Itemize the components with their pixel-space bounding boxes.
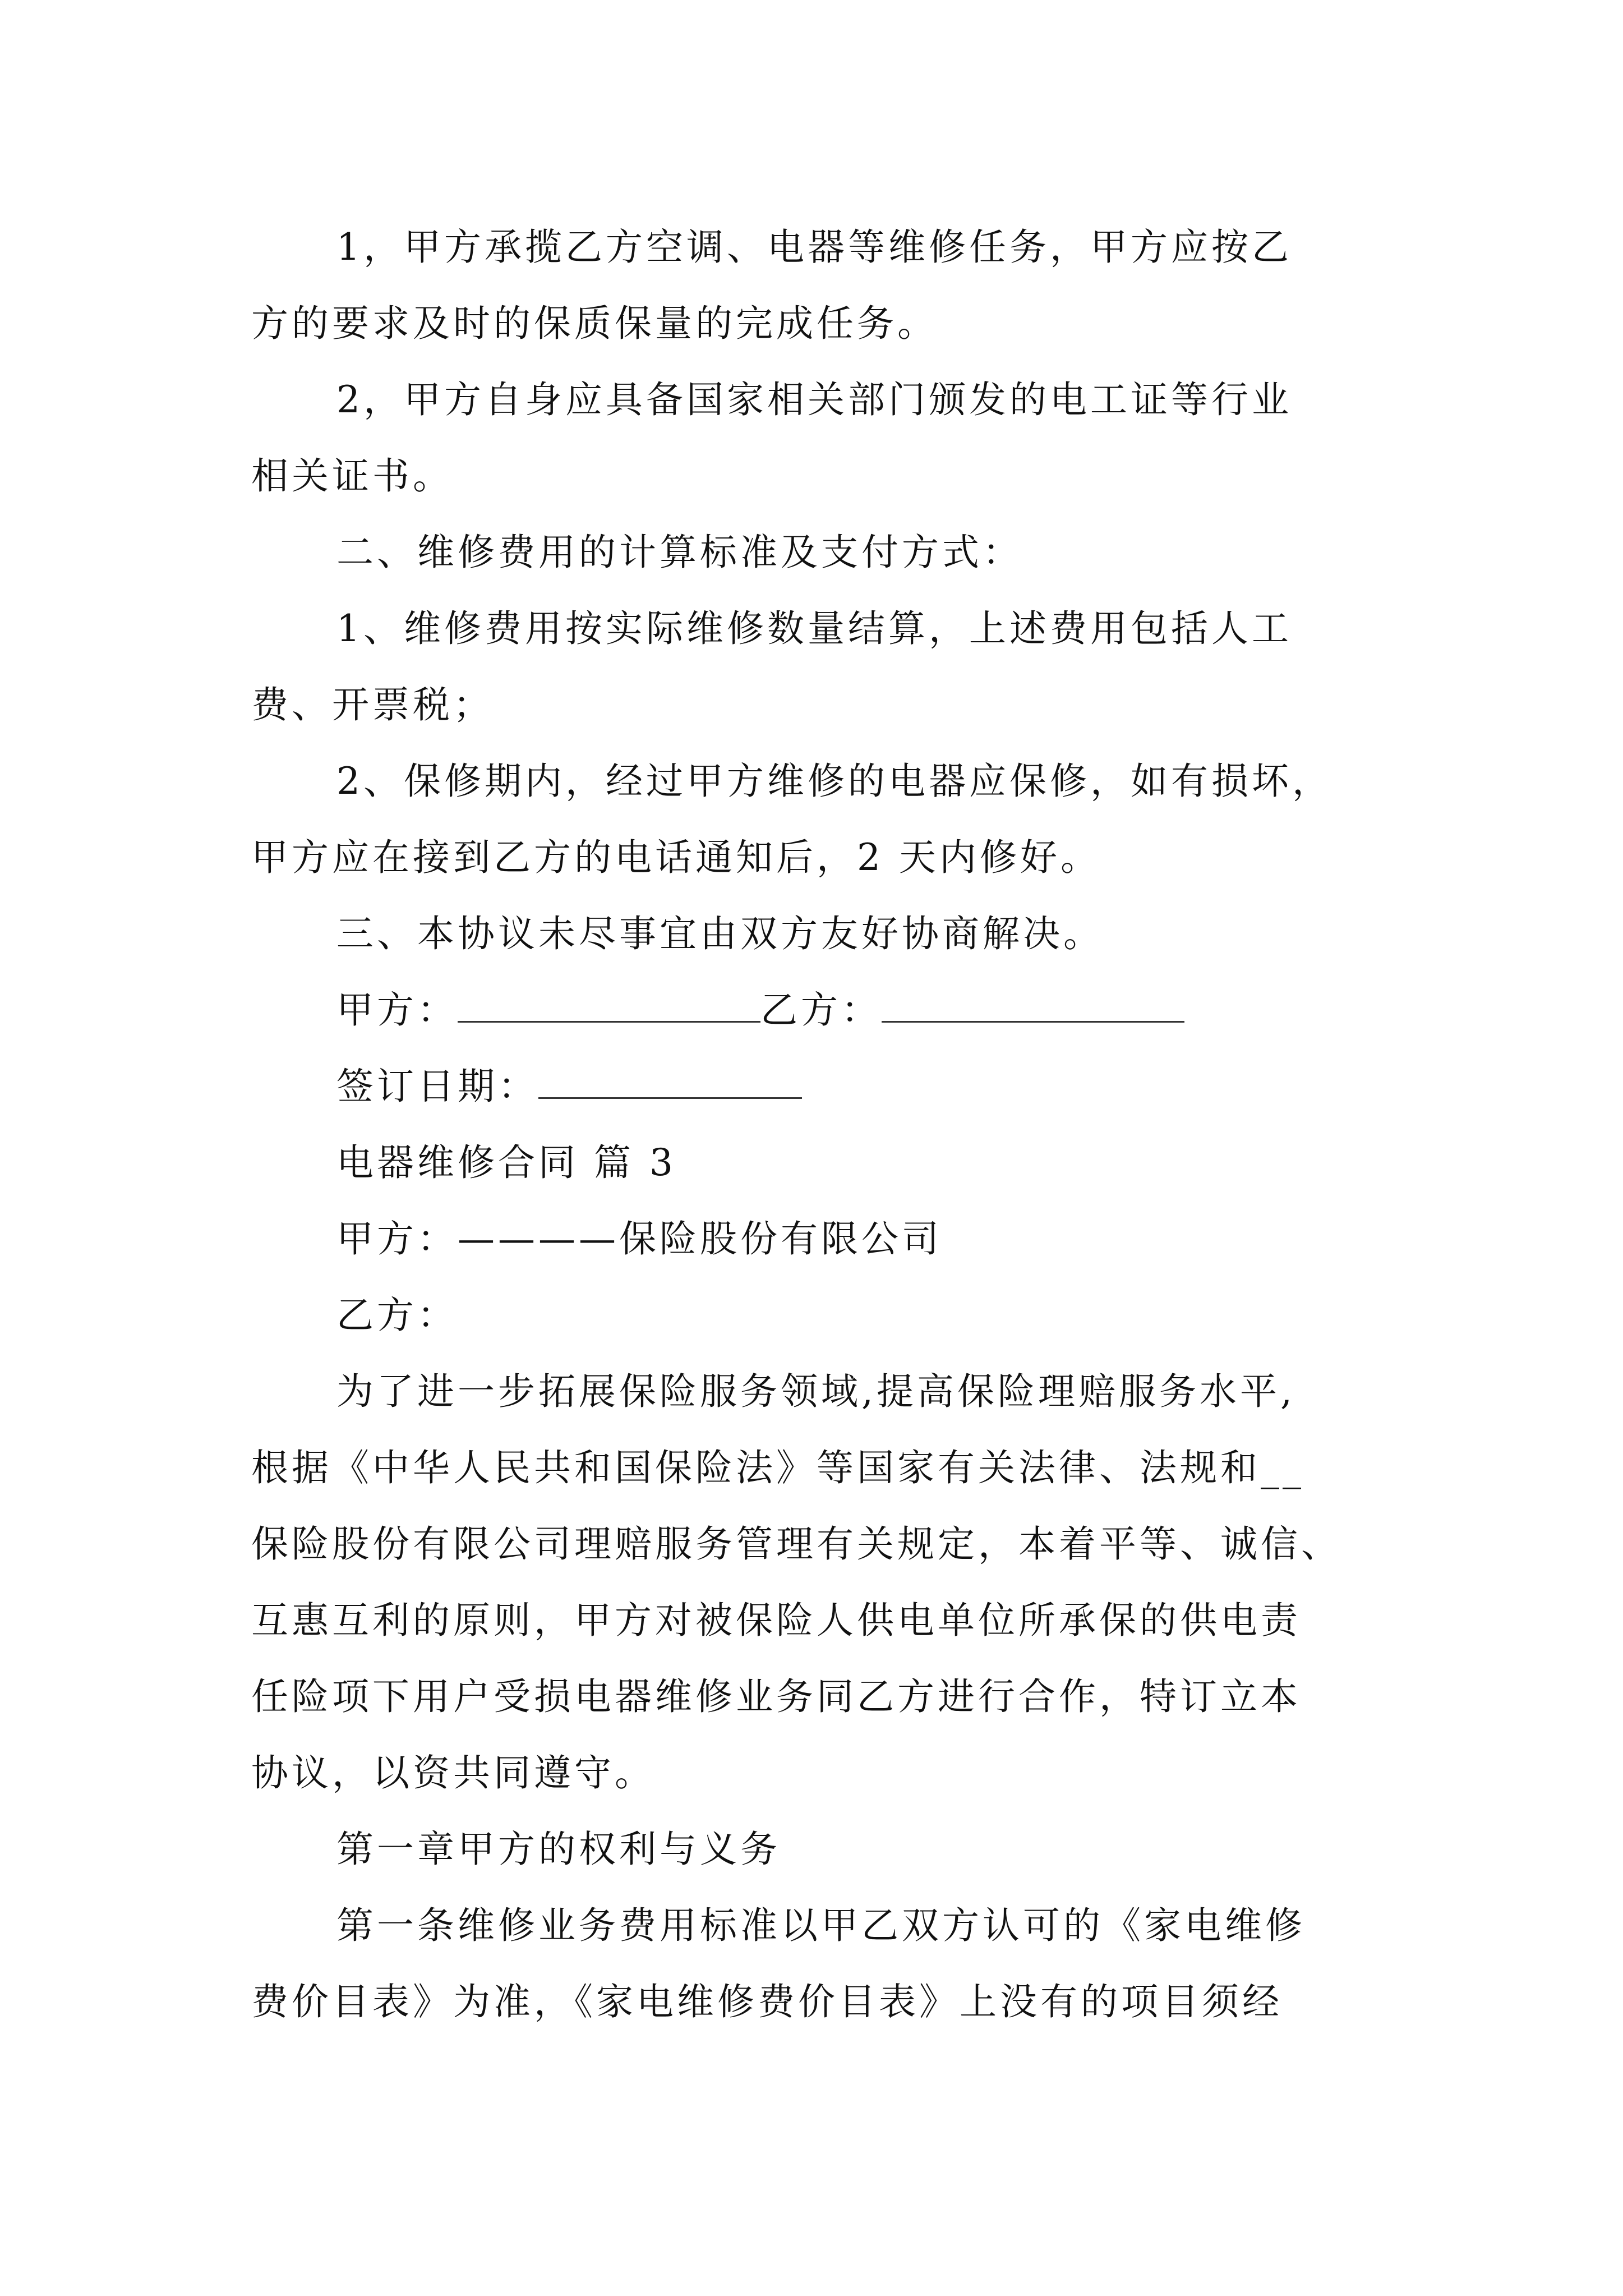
section-heading: 二、维修费用的计算标准及支付方式： <box>336 531 1023 574</box>
sign-date-blank <box>538 1064 802 1099</box>
paragraph-line: 第一条维修业务费用标准以甲乙双方认可的《家电维修 <box>336 1904 1306 1947</box>
paragraph-line: 协议，以资共同遵守。 <box>251 1751 655 1795</box>
paragraph-line: 为了进一步拓展保险服务领域,提高保险理赔服务水平, <box>336 1370 1295 1413</box>
party-b-line: 乙方： <box>336 1294 458 1337</box>
party-b-blank <box>882 987 1184 1023</box>
paragraph-line: 甲方应在接到乙方的电话通知后，2 天内修好。 <box>251 836 1101 879</box>
paragraph-line: 1，甲方承揽乙方空调、电器等维修任务，甲方应按乙 <box>336 226 1292 269</box>
sign-date-label: 签订日期： <box>336 1065 538 1108</box>
paragraph-line: 保险股份有限公司理赔服务管理有关规定，本着平等、诚信、 <box>251 1522 1341 1566</box>
party-a-line: 甲方：————保险股份有限公司 <box>336 1217 942 1260</box>
party-a-blank <box>458 987 760 1023</box>
paragraph-line: 相关证书。 <box>251 454 453 498</box>
paragraph-line: 1、维修费用按实际维修数量结算，上述费用包括人工 <box>336 607 1292 650</box>
contract-title: 电器维修合同 篇 3 <box>336 1141 676 1184</box>
paragraph-line: 互惠互利的原则，甲方对被保险人供电单位所承保的供电责 <box>251 1599 1301 1642</box>
paragraph-line: 费价目表》为准，《家电维修费价目表》上没有的项目须经 <box>251 1980 1283 2023</box>
paragraph-line: 费、开票税； <box>251 683 494 726</box>
party-a-label: 甲方： <box>336 988 458 1032</box>
party-b-label: 乙方： <box>760 988 882 1032</box>
paragraph-line: 2、保修期内，经过甲方维修的电器应保修，如有损坏， <box>336 760 1332 803</box>
signature-line <box>336 986 1184 1034</box>
paragraph-line: 任险项下用户受损电器维修业务同乙方进行合作，特订立本 <box>251 1675 1301 1718</box>
paragraph-line: 方的要求及时的保质保量的完成任务。 <box>251 302 938 345</box>
paragraph-line: 三、本协议未尽事宜由双方友好协商解决。 <box>336 912 1104 955</box>
chapter-heading: 第一章甲方的权利与义务 <box>336 1828 781 1871</box>
paragraph-line: 根据《中华人民共和国保险法》等国家有关法律、法规和__ <box>251 1446 1304 1489</box>
date-line <box>336 1062 802 1111</box>
paragraph-line: 2，甲方自身应具备国家相关部门颁发的电工证等行业 <box>336 378 1292 421</box>
